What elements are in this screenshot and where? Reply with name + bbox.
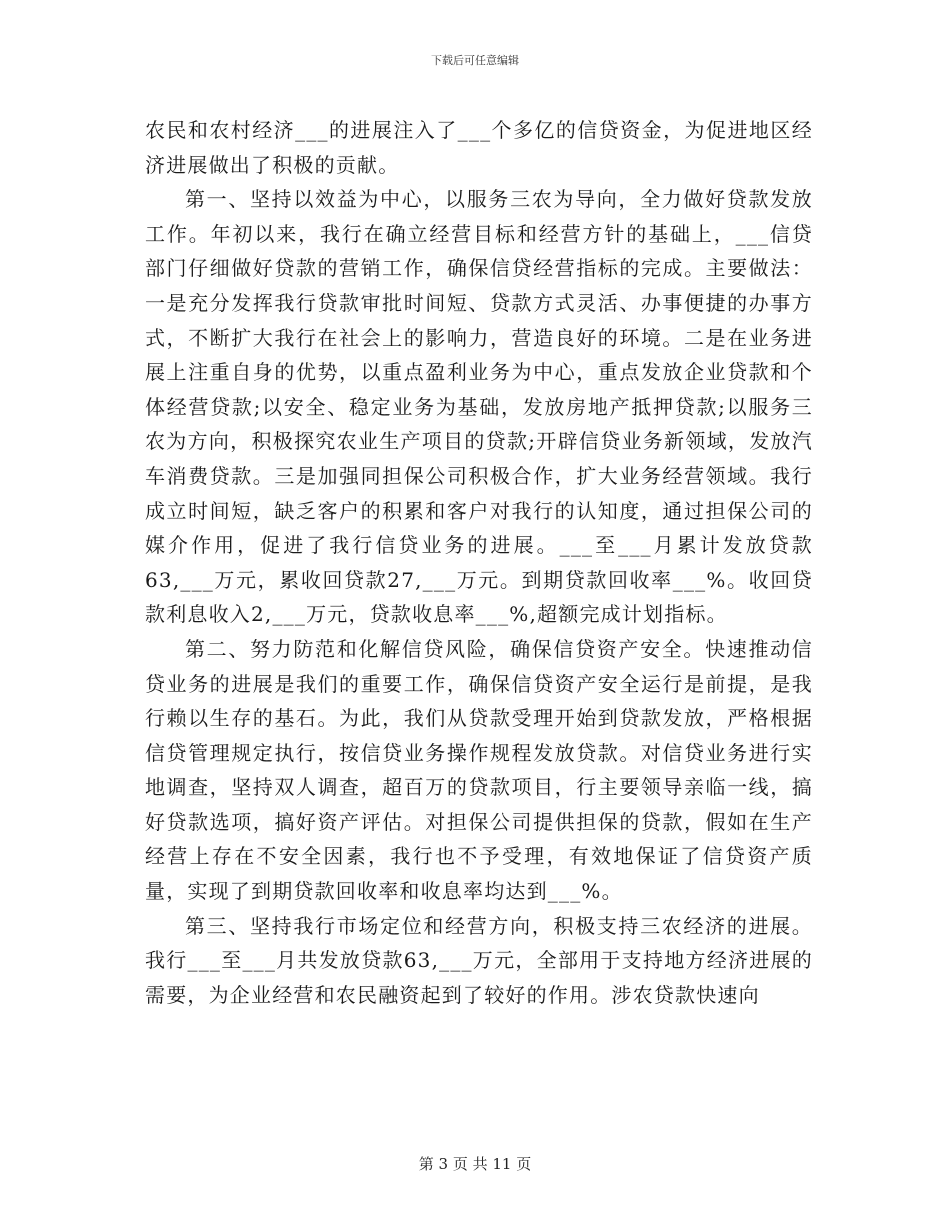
- header-note: 下载后可任意编辑: [431, 54, 519, 67]
- document-body: [145, 113, 813, 1012]
- paragraph-second: 第二、努力防范和化解信贷风险，确保信贷资产安全。快速推动信贷业务的进展是我们的重要工作，确保信贷资产安全运行是前提，是我行赖以生存的基石。为此，我们从贷款受理开始到贷款发放，严格根据信贷管理规定执行，按信贷业务操作规程发放贷款。对信贷业务进行实地调查，坚持双人调查，超百万的贷款项目，行主要领导亲临一线，搞好贷款选项，搞好资产评估。对担保公司提供担保的贷款，假如在生产经营上存在不安全因素，我行也不予受理，有效地保证了信贷资产质量，实现了到期贷款回收率和收息率均达到___%。: [145, 636, 813, 904]
- page-number: 第 3 页 共 11 页: [418, 1155, 532, 1173]
- paragraph-third: 第三、坚持我行市场定位和经营方向，积极支持三农经济的进展。我行___至___月共发放贷款63,___万元，全部用于支持地方经济进展的需要，为企业经营和农民融资起到了较好的作用。涉农贷款快速向: [145, 913, 813, 1007]
- paragraph-intro: 农民和农村经济___的进展注入了___个多亿的信贷资金，为促进地区经济进展做出了积极的贡献。: [145, 118, 813, 177]
- paragraph-first: 第一、坚持以效益为中心，以服务三农为导向，全力做好贷款发放工作。年初以来，我行在确立经营目标和经营方针的基础上，___信贷部门仔细做好贷款的营销工作，确保信贷经营指标的完成。主要做法：一是充分发挥我行贷款审批时间短、贷款方式灵活、办事便捷的办事方式，不断扩大我行在社会上的影响力，营造良好的环境。二是在业务进展上注重自身的优势，以重点盈利业务为中心，重点发放企业贷款和个体经营贷款;以安全、稳定业务为基础，发放房地产抵押贷款;以服务三农为方向，积极探究农业生产项目的贷款;开辟信贷业务新领域，发放汽车消费贷款。三是加强同担保公司积极合作，扩大业务经营领域。我行成立时间短，缺乏客户的积累和客户对我行的认知度，通过担保公司的媒介作用，促进了我行信贷业务的进展。___至___月累计发放贷款63,___万元，累收回贷款27,___万元。到期贷款回收率___%。收回贷款利息收入2,___万元，贷款收息率___%,超额完成计划指标。: [145, 187, 813, 627]
